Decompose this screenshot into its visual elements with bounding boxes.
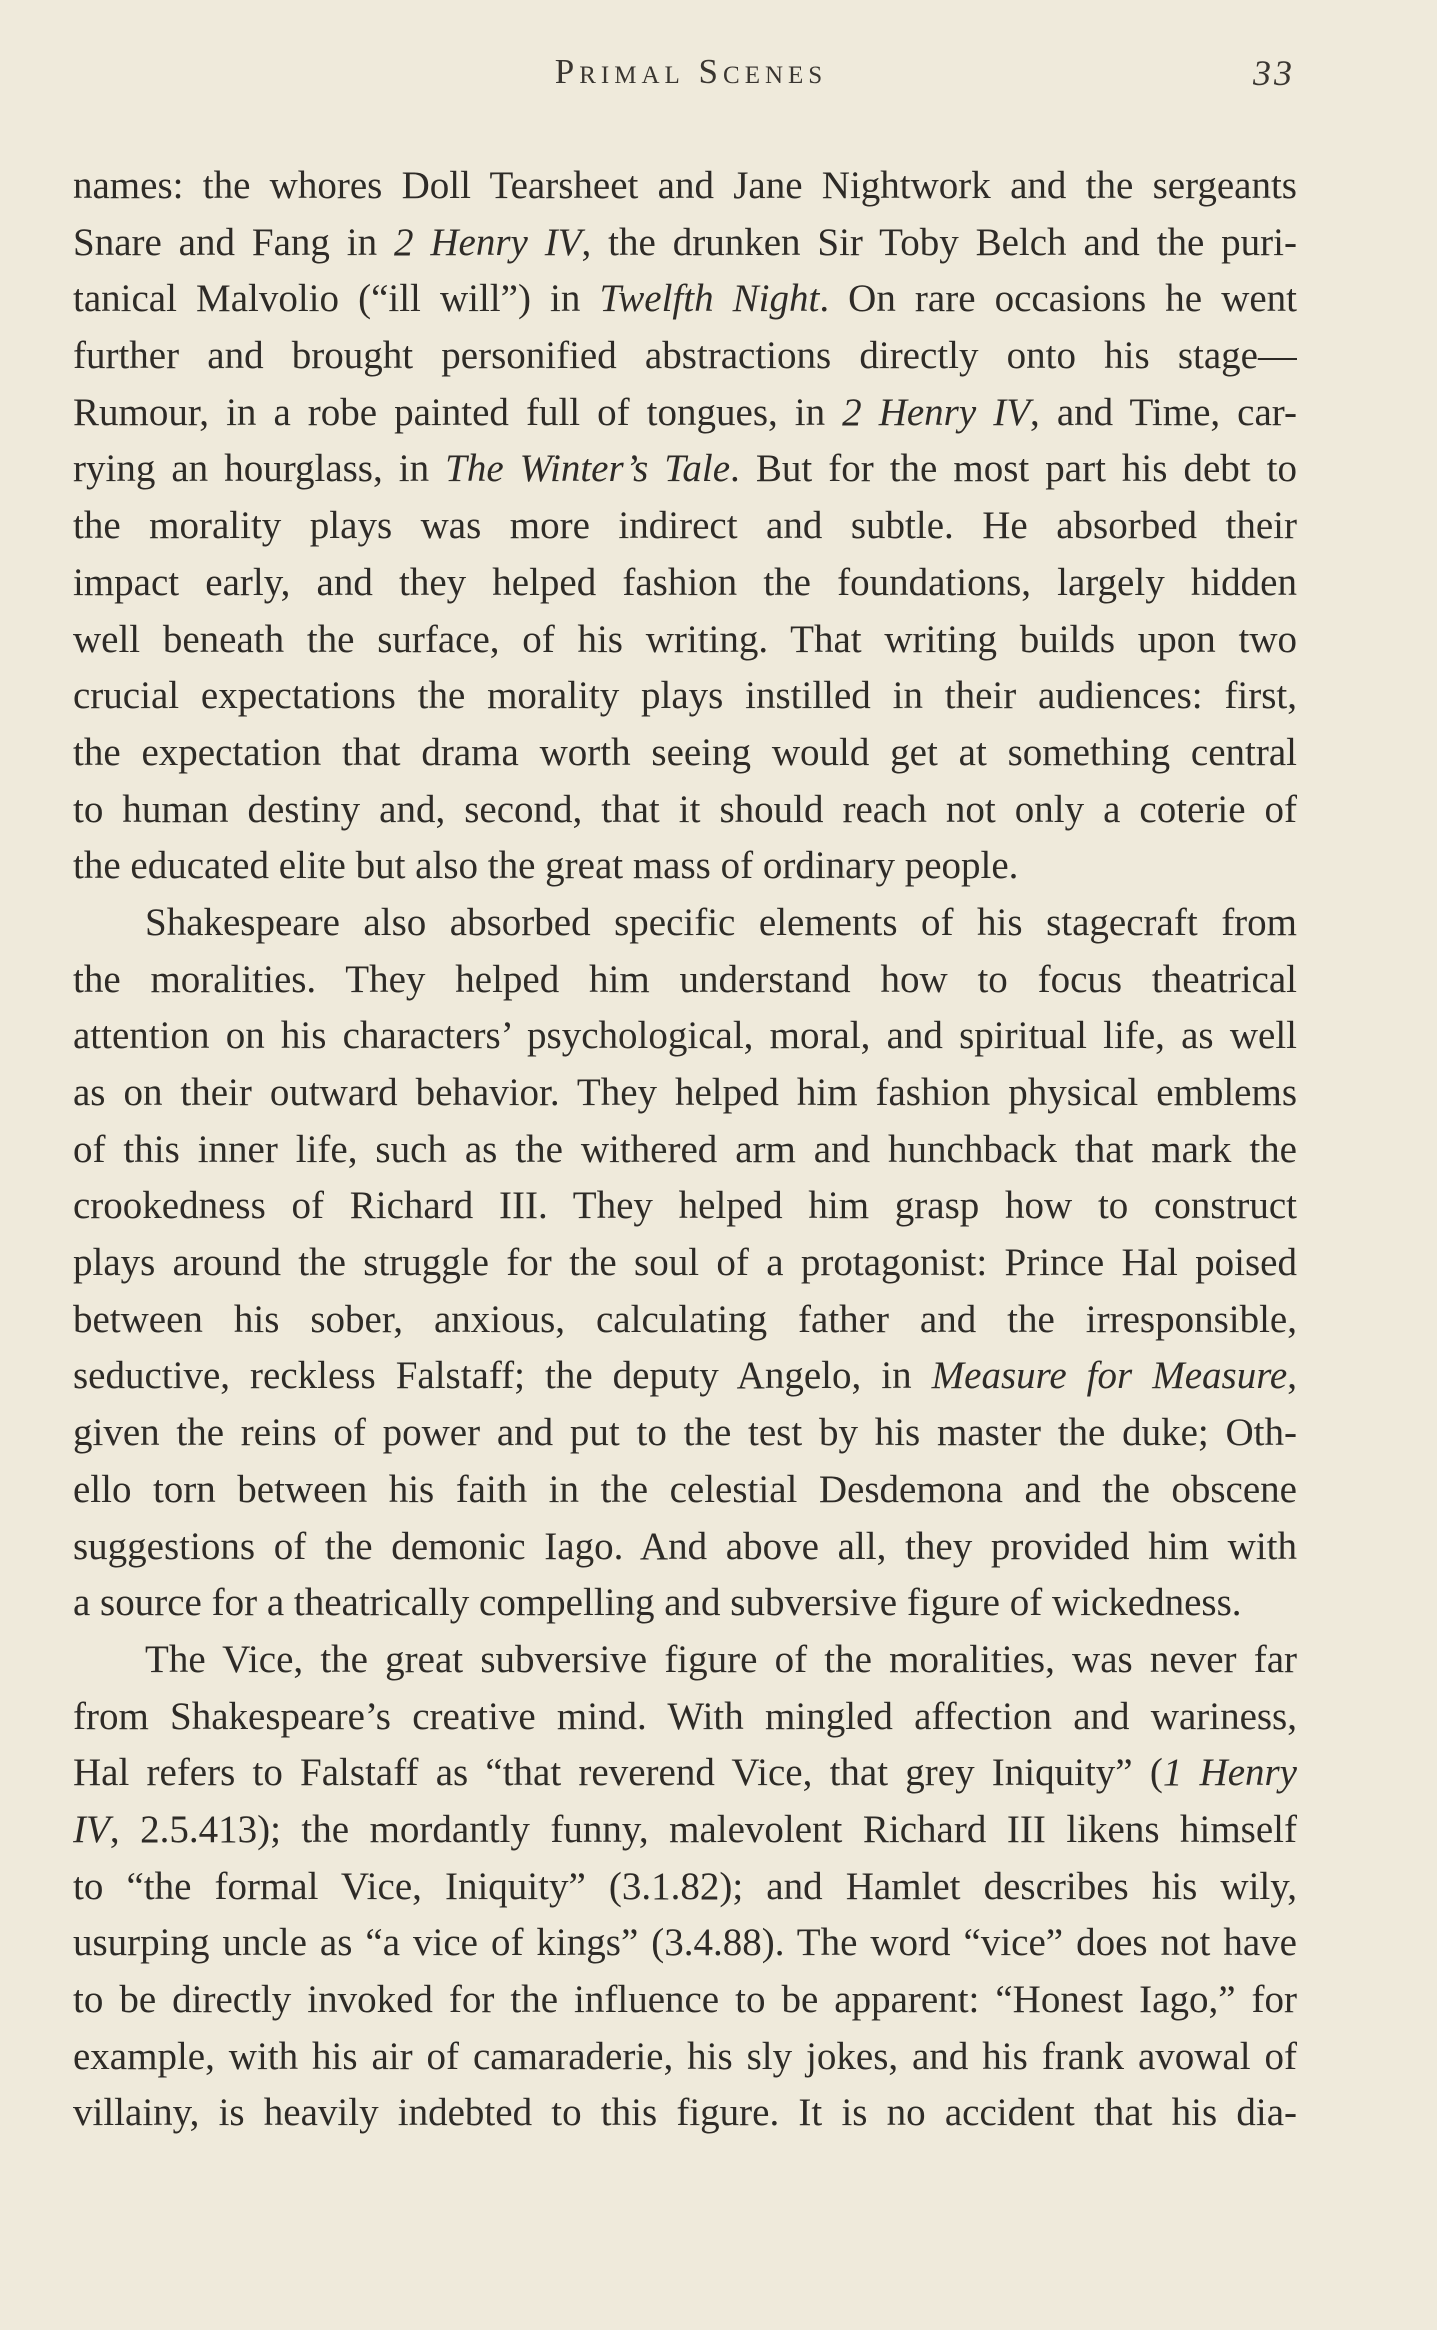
text-segment: well beneath the surface, of his writing. That writing builds upon two xyxy=(73,617,1297,661)
text-line xyxy=(73,612,1297,669)
page-number: 33 xyxy=(1253,53,1295,93)
text-line xyxy=(73,385,1297,442)
text-line xyxy=(73,1972,1297,2029)
text-line xyxy=(73,1859,1297,1916)
text-segment: the morality plays was more indirect and subtle. He absorbed their xyxy=(73,504,1297,548)
text-segment: Hal refers to Falstaff as “that reverend Vice, that grey Iniquity” ( xyxy=(73,1751,1163,1795)
text-segment: ello torn between his faith in the celestial Desdemona and the obscene xyxy=(73,1467,1297,1511)
text-line xyxy=(73,838,1297,895)
text-segment: as on their outward behavior. They helped him fashion physical emblems xyxy=(73,1071,1297,1114)
text-segment: . But for the most part his debt to xyxy=(730,447,1297,491)
text-segment: villainy, is heavily indebted to this figure. It is no accident that his dia- xyxy=(73,2091,1297,2135)
text-segment: a source for a theatrically compelling and subversive figure of wickedness. xyxy=(73,1581,1242,1625)
paragraph xyxy=(73,1632,1297,2142)
text-segment: usurping uncle as “a vice of kings” (3.4.88). The word “vice” does not have xyxy=(73,1921,1297,1965)
italic-title: 1 Henry xyxy=(1162,1751,1297,1795)
text-segment: example, with his air of camaraderie, his sly jokes, and his frank avowal of xyxy=(73,2034,1297,2078)
text-segment: , 2.5.413); the mordantly funny, malevolent Richard III likens himself xyxy=(109,1807,1297,1851)
text-segment: Shakespeare also absorbed specific elements of his stagecraft from xyxy=(145,900,1297,944)
italic-title: Measure for Measure xyxy=(931,1354,1288,1398)
text-line xyxy=(73,215,1297,272)
text-line xyxy=(73,1462,1297,1519)
text-line xyxy=(73,2085,1297,2142)
text-line xyxy=(73,1122,1297,1179)
text-segment: between his sober, anxious, calculating father and the irresponsible, xyxy=(73,1297,1297,1341)
text-segment: to be directly invoked for the influence to be apparent: “Honest Iago,” for xyxy=(73,1978,1297,2021)
text-line xyxy=(73,328,1297,385)
text-line xyxy=(73,158,1297,215)
text-line xyxy=(73,782,1297,839)
text-segment: Rumour, in a robe painted full of tongues, in xyxy=(73,390,843,434)
text-segment: Snare and Fang in xyxy=(73,220,394,264)
text-line xyxy=(73,555,1297,612)
text-line xyxy=(73,1178,1297,1235)
text-segment: further and brought personified abstractions directly onto his stage— xyxy=(73,334,1297,378)
text-line xyxy=(73,1632,1297,1689)
running-head xyxy=(0,52,1437,100)
paragraph xyxy=(73,158,1297,895)
text-line xyxy=(73,271,1297,328)
text-segment: , and Time, car- xyxy=(1030,390,1297,434)
italic-title: 2 Henry IV xyxy=(842,390,1031,434)
text-segment: from Shakespeare’s creative mind. With mingled affection and wariness, xyxy=(73,1694,1297,1738)
text-line xyxy=(73,1575,1297,1632)
text-line xyxy=(73,952,1297,1009)
text-segment: The Vice, the great subversive figure of the moralities, was never far xyxy=(145,1637,1297,1681)
text-line xyxy=(73,1802,1297,1859)
italic-title: Twelfth Night xyxy=(599,277,820,321)
text-segment: . On rare occasions he went xyxy=(819,277,1297,321)
text-segment: names: the whores Doll Tearsheet and Jane Nightwork and the sergeants xyxy=(73,164,1297,207)
text-line xyxy=(73,1008,1297,1065)
italic-title: IV xyxy=(73,1807,110,1851)
text-segment: , the drunken Sir Toby Belch and the puri- xyxy=(581,220,1297,264)
body-text xyxy=(73,158,1297,2142)
text-line xyxy=(73,1915,1297,1972)
text-segment: rying an hourglass, in xyxy=(73,447,446,491)
text-segment: suggestions of the demonic Iago. And above all, they provided him with xyxy=(73,1524,1297,1568)
text-segment: the educated elite but also the great mass of ordinary people. xyxy=(73,844,1019,888)
text-line xyxy=(73,1065,1297,1122)
text-segment: to “the formal Vice, Iniquity” (3.1.82); and Hamlet describes his wily, xyxy=(73,1864,1297,1908)
text-line xyxy=(73,1689,1297,1746)
text-line xyxy=(73,725,1297,782)
text-line xyxy=(73,1745,1297,1802)
text-segment: plays around the struggle for the soul of a protagonist: Prince Hal poised xyxy=(73,1241,1297,1285)
text-segment: tanical Malvolio (“ill will”) in xyxy=(73,277,600,321)
text-line xyxy=(73,668,1297,725)
text-line xyxy=(73,2029,1297,2086)
text-line xyxy=(73,1405,1297,1462)
text-segment: given the reins of power and put to the test by his master the duke; Oth- xyxy=(73,1411,1297,1455)
text-line xyxy=(73,1519,1297,1576)
text-segment: impact early, and they helped fashion the foundations, largely hidden xyxy=(73,560,1297,604)
text-line xyxy=(73,1292,1297,1349)
text-segment: the expectation that drama worth seeing would get at something central xyxy=(73,730,1297,774)
text-segment: , xyxy=(1287,1354,1297,1398)
text-segment: to human destiny and, second, that it should reach not only a coterie of xyxy=(73,787,1297,831)
text-line xyxy=(73,498,1297,555)
text-line xyxy=(73,1235,1297,1292)
text-segment: crucial expectations the morality plays instilled in their audiences: first, xyxy=(73,674,1297,718)
running-title: Primal Scenes xyxy=(554,52,828,91)
text-line xyxy=(73,1348,1297,1405)
text-segment: the moralities. They helped him understand how to focus theatrical xyxy=(73,957,1297,1001)
text-segment: seductive, reckless Falstaff; the deputy Angelo, in xyxy=(73,1354,932,1398)
text-segment: of this inner life, such as the withered arm and hunchback that mark the xyxy=(73,1127,1297,1171)
italic-title: 2 Henry IV xyxy=(394,220,582,264)
text-line xyxy=(73,441,1297,498)
text-segment: attention on his characters’ psychological, moral, and spiritual life, as well xyxy=(73,1014,1297,1058)
text-segment: crookedness of Richard III. They helped him grasp how to construct xyxy=(73,1184,1297,1228)
text-line xyxy=(73,895,1297,952)
paragraph xyxy=(73,895,1297,1632)
italic-title: The Winter’s Tale xyxy=(445,447,731,491)
